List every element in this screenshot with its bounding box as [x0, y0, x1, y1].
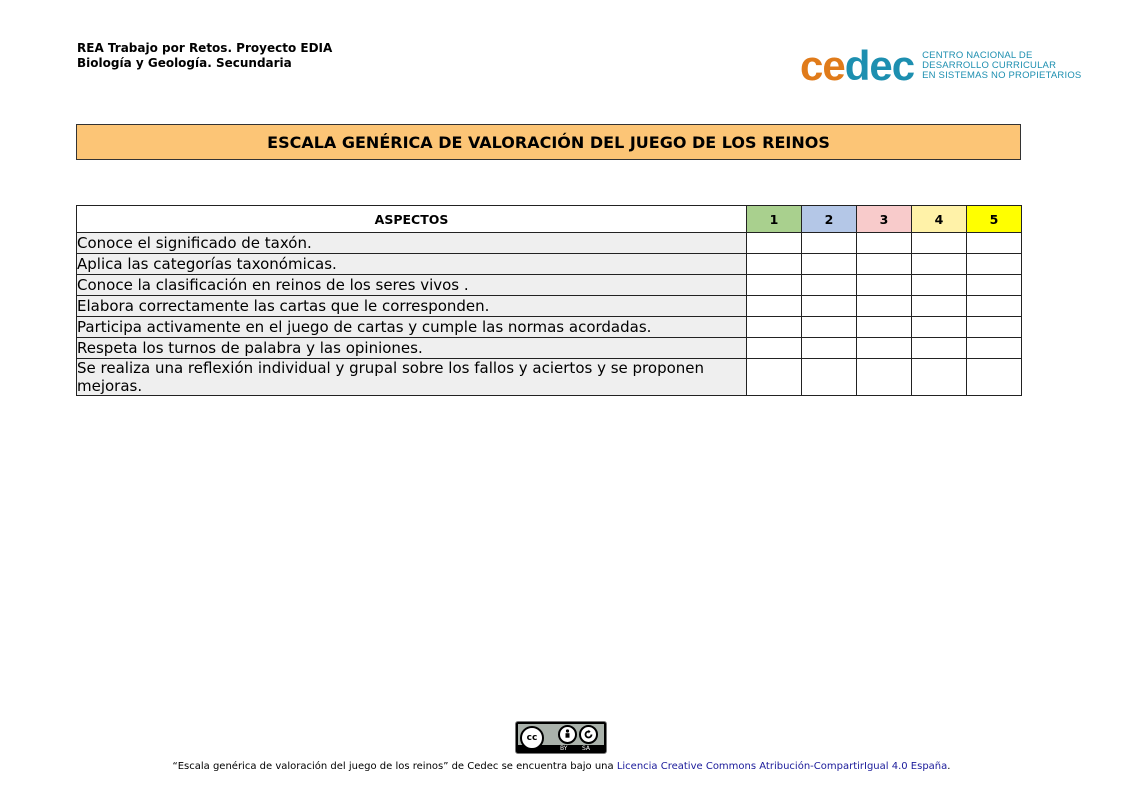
aspect-cell: Aplica las categorías taxonómicas. — [77, 254, 747, 275]
document-header — [77, 41, 332, 71]
score-cell — [857, 359, 912, 396]
share-alike-glyph — [583, 729, 594, 740]
score-cell — [857, 233, 912, 254]
score-cell — [747, 359, 802, 396]
score-cell — [912, 233, 967, 254]
cedec-logo-subtitle — [922, 51, 1081, 81]
score-cell — [802, 233, 857, 254]
logo-word-part2: dec — [844, 42, 915, 89]
score-cell — [747, 296, 802, 317]
score-cell — [802, 317, 857, 338]
score-cell — [857, 275, 912, 296]
table-row — [77, 359, 1022, 396]
cc-sa-label: SA — [582, 745, 591, 752]
table-row — [77, 296, 1022, 317]
license-footer — [0, 761, 1123, 772]
score-cell — [912, 317, 967, 338]
score-cell — [912, 359, 967, 396]
cedec-logo-word — [800, 42, 915, 89]
score-cell — [967, 233, 1022, 254]
logo-sub-line1: CENTRO NACIONAL DE — [922, 50, 1033, 61]
score-cell — [967, 359, 1022, 396]
aspect-cell: Conoce el significado de taxón. — [77, 233, 747, 254]
aspect-cell: Respeta los turnos de palabra y las opiniones. — [77, 338, 747, 359]
score-header-2: 2 — [802, 206, 857, 233]
score-cell — [967, 275, 1022, 296]
score-cell — [747, 317, 802, 338]
table-row — [77, 317, 1022, 338]
aspects-column-header: ASPECTOS — [77, 206, 747, 233]
header-line-project: REA Trabajo por Retos. Proyecto EDIA — [77, 41, 333, 55]
aspect-cell: Se realiza una reflexión individual y grupal sobre los fallos y aciertos y se proponen mejoras. — [77, 359, 747, 396]
score-cell — [857, 296, 912, 317]
footer-end: . — [947, 761, 951, 772]
license-link[interactable]: Licencia Creative Commons Atribución-CompartirIgual 4.0 España — [616, 761, 948, 772]
score-cell — [912, 338, 967, 359]
cc-license-badge — [515, 721, 607, 754]
score-cell — [967, 317, 1022, 338]
score-header-1: 1 — [747, 206, 802, 233]
table-row — [77, 233, 1022, 254]
logo-sub-line3: EN SISTEMAS NO PROPIETARIOS — [922, 70, 1082, 81]
score-header-3: 3 — [857, 206, 912, 233]
score-cell — [802, 359, 857, 396]
score-cell — [802, 275, 857, 296]
cc-badge-labels — [516, 745, 606, 752]
score-cell — [967, 296, 1022, 317]
score-cell — [912, 275, 967, 296]
score-cell — [857, 254, 912, 275]
aspect-cell: Conoce la clasificación en reinos de los seres vivos . — [77, 275, 747, 296]
table-header-row — [77, 206, 1022, 233]
cc-by-label: BY — [560, 745, 568, 752]
score-cell — [747, 254, 802, 275]
logo-sub-line2: DESARROLLO CURRICULAR — [922, 60, 1057, 71]
table-row — [77, 275, 1022, 296]
aspect-cell: Elabora correctamente las cartas que le corresponden. — [77, 296, 747, 317]
score-cell — [802, 338, 857, 359]
page-title: ESCALA GENÉRICA DE VALORACIÓN DEL JUEGO DE LOS REINOS — [76, 124, 1021, 160]
logo-word-part1: ce — [800, 42, 845, 89]
score-header-5: 5 — [967, 206, 1022, 233]
cc-icon: cc — [520, 726, 544, 750]
score-cell — [802, 296, 857, 317]
rubric-table — [76, 205, 1022, 396]
share-alike-icon — [579, 725, 598, 744]
aspect-cell: Participa activamente en el juego de cartas y cumple las normas acordadas. — [77, 317, 747, 338]
score-cell — [857, 317, 912, 338]
score-cell — [747, 338, 802, 359]
score-cell — [747, 275, 802, 296]
header-line-subject: Biología y Geología. Secundaria — [77, 56, 292, 70]
footer-text: “Escala genérica de valoración del juego de los reinos” de Cedec se encuentra bajo una — [172, 761, 617, 772]
person-glyph — [562, 729, 573, 740]
score-cell — [857, 338, 912, 359]
score-header-4: 4 — [912, 206, 967, 233]
score-cell — [802, 254, 857, 275]
score-cell — [747, 233, 802, 254]
score-cell — [967, 254, 1022, 275]
table-row — [77, 338, 1022, 359]
score-cell — [912, 296, 967, 317]
score-cell — [912, 254, 967, 275]
score-cell — [967, 338, 1022, 359]
attribution-person-icon — [558, 725, 577, 744]
table-row — [77, 254, 1022, 275]
cedec-logo — [800, 42, 1082, 89]
